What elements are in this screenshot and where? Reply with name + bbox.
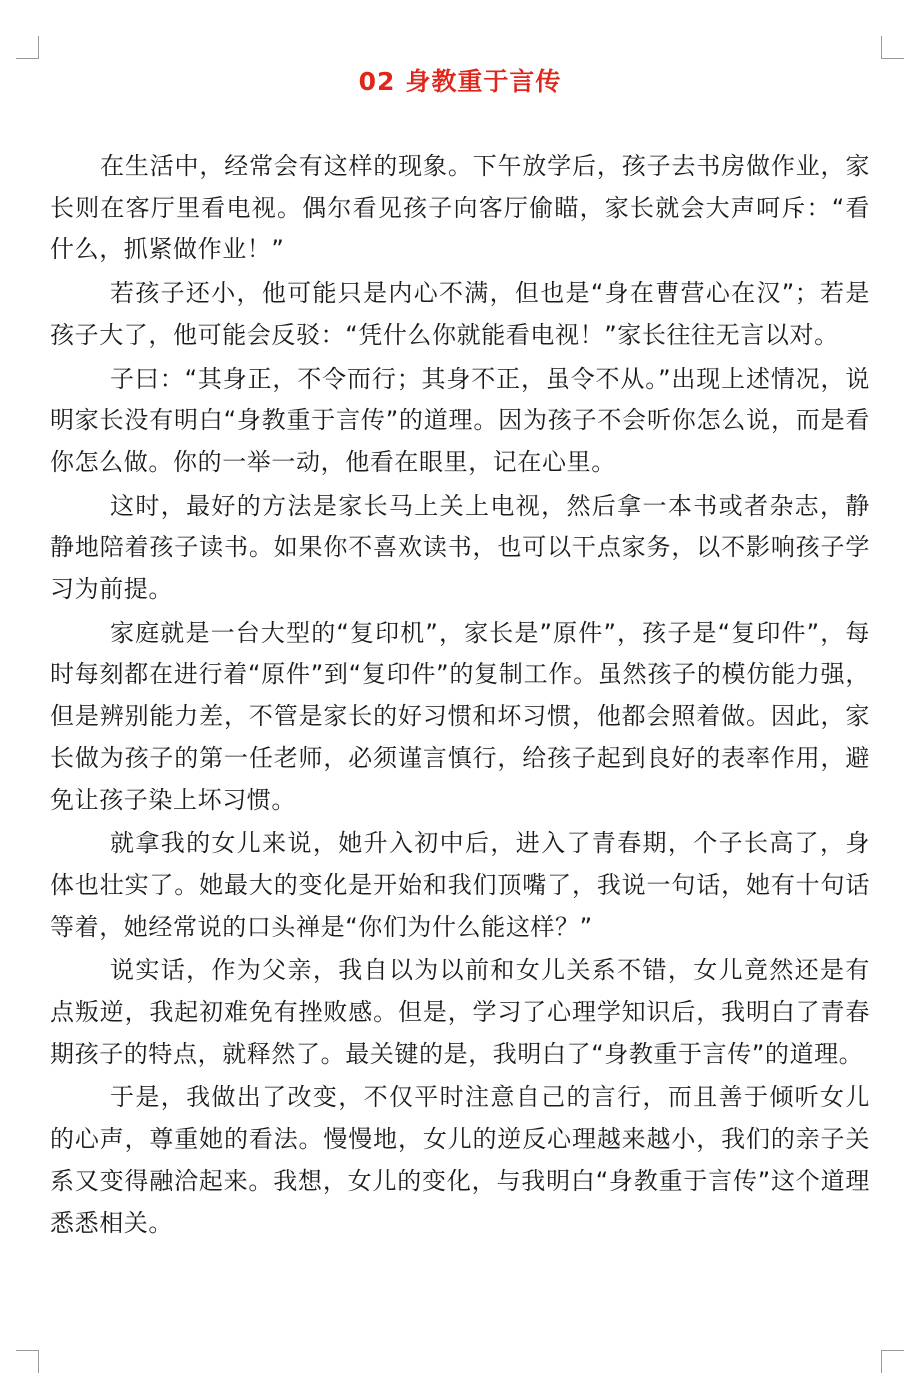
crop-mark-top-left	[16, 36, 39, 59]
paragraph-1: 在生活中，经常会有这样的现象。下午放学后，孩子去书房做作业，家长则在客厅里看电视。偶尔看见孩子向客厅偷瞄，家长就会大声呵斥：“看什么，抓紧做作业！”	[50, 152, 870, 264]
paragraph-7: 说实话，作为父亲，我自以为以前和女儿关系不错，女儿竟然还是有点叛逆，我起初难免有挫败感。但是，学习了心理学知识后，我明白了青春期孩子的特点，就释然了。最关键的是，我明白了“身教重于言传”的道理。	[50, 956, 870, 1068]
paragraph-5: 家庭就是一台大型的“复印机”，家长是”原件”，孩子是“复印件”，每时每刻都在进行着“原件”到“复印件”的复制工作。虽然孩子的模仿能力强，但是辨别能力差，不管是家长的好习惯和坏习惯，他都会照着做。因此，家长做为孩子的第一任老师，必须谨言慎行，给孩子起到良好的表率作用，避免让孩子染上坏习惯。	[50, 618, 870, 814]
paragraph-6: 就拿我的女儿来说，她升入初中后，进入了青春期，个子长高了，身体也壮实了。她最大的变化是开始和我们顶嘴了，我说一句话，她有十句话等着，她经常说的口头禅是“你们为什么能这样？”	[50, 829, 870, 941]
crop-mark-top-right	[881, 36, 904, 59]
title-text: 身教重于言传	[405, 67, 562, 96]
title-number: 02	[358, 67, 396, 96]
crop-mark-bottom-right	[881, 1350, 904, 1373]
paragraph-3: 子曰：“其身正，不令而行；其身不正，虽令不从。”出现上述情况，说明家长没有明白“身教重于言传”的道理。因为孩子不会听你怎么说，而是看你怎么做。你的一举一动，他看在眼里，记在心里。	[50, 364, 870, 476]
crop-mark-bottom-left	[16, 1350, 39, 1373]
paragraph-8: 于是，我做出了改变，不仅平时注意自己的言行，而且善于倾听女儿的心声，尊重她的看法。慢慢地，女儿的逆反心理越来越小，我们的亲子关系又变得融洽起来。我想，女儿的变化，与我明白“身教重于言传”这个道理悉悉相关。	[50, 1083, 870, 1237]
paragraph-2: 若孩子还小，他可能只是内心不满，但也是“身在曹营心在汉”；若是孩子大了，他可能会反驳：“凭什么你就能看电视！”家长往往无言以对。	[50, 279, 870, 349]
paragraph-4: 这时，最好的方法是家长马上关上电视，然后拿一本书或者杂志，静静地陪着孩子读书。如果你不喜欢读书，也可以干点家务，以不影响孩子学习为前提。	[50, 491, 870, 604]
page-title	[0, 62, 920, 98]
document-body	[50, 146, 870, 1246]
